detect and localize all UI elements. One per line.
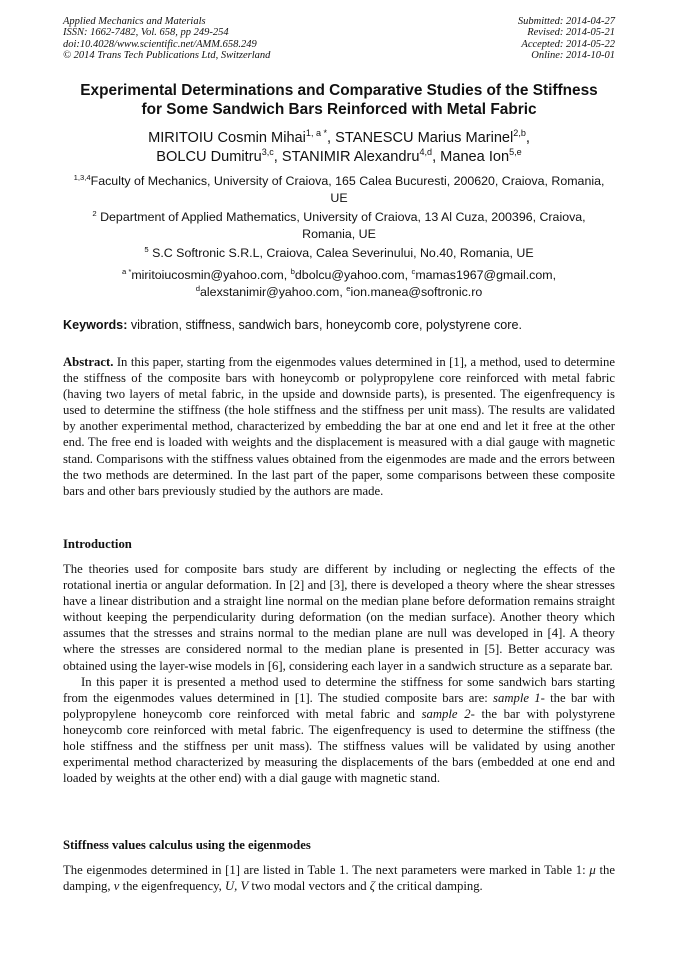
keywords — [63, 318, 623, 332]
paper-title — [48, 81, 630, 119]
publication-dates — [518, 16, 615, 61]
author-3: BOLCU Dumitru — [156, 149, 262, 165]
email-marker: a * — [121, 266, 132, 276]
abstract — [63, 354, 615, 499]
title-line-1: Experimental Determinations and Comparative Studies of the Stiffness — [80, 82, 598, 99]
symbol-mu: μ — [589, 863, 596, 877]
affiliation-1 — [62, 173, 616, 206]
email-link[interactable]: dbolcu@yahoo.com, — [294, 268, 412, 282]
author-5-affil: 5,e — [509, 147, 522, 158]
revised-date: Revised: 2014-05-21 — [527, 27, 615, 39]
affiliation-5-marker: 5 — [144, 244, 149, 254]
introduction-paragraph-2 — [63, 674, 615, 787]
text-run: The eigenmodes determined in [1] are listed in Table 1. The next parameters were marked in Table 1: — [63, 863, 590, 877]
email-list — [62, 267, 616, 300]
affiliation-1-line-1: Faculty of Mechanics, University of Craiova, 165 Calea Bucuresti, 200620, Craiova, Romania, — [90, 174, 605, 188]
keywords-text: vibration, stiffness, sandwich bars, honeycomb core, polystyrene core. — [127, 318, 522, 332]
submitted-date: Submitted: 2014-04-27 — [517, 16, 615, 27]
text-run: In this paper it is presented a method used to determine the stiffness for some sandwich bars starting from the eigenmodes values determined in [1]. The studied composite bars are: — [63, 674, 615, 705]
email-marker: b — [290, 266, 295, 276]
affiliation-2-marker: 2 — [92, 208, 97, 218]
email-marker: c — [411, 266, 416, 276]
title-line-2: for Some Sandwich Bars Reinforced with Metal Fabric — [141, 101, 537, 118]
author-3-affil: 3,c — [261, 147, 274, 158]
abstract-label: Abstract. — [63, 355, 114, 369]
author-sep: , — [432, 149, 441, 165]
keywords-label: Keywords: — [63, 318, 128, 332]
abstract-text: In this paper, starting from the eigenmodes values determined in [1], a method, used to determine the stiffness of the composite bars with honeycomb or polypropylene core reinforced with metal fabric (having two layers of metal fabric, in the upside and downside parts), is presented. The eigenfrequency is used to determine the stiffness (the hole stiffness and the stiffness per unit mass). The results are validated by another experimental method, characterized by embedding the bar at one end and let it free at the other end. The free end is loaded with weights and the displacement is measured with a dial gauge with magnetic stand. Comparisons with the stiffness values obtained from the eigenmodes are made and the errors between the two methods are determined. In the last part of the paper, some comparisons between these composite bars and other bars previously studied by the authors are made. — [63, 355, 615, 498]
text-run: the bar with polystyrene honeycomb core reinforced with metal fabric. The eigenfrequency is used to determine the stiffness (the hole stiffness and the stiffness per unit mass). The stiffness values will be validated by using another experimental method characterized by measuring the displacements of the bars (embedded at one end and loaded by weights at the other end) with a dial gauge with magnetic stand. — [63, 706, 616, 786]
sample-1-term: sample 1- — [493, 690, 545, 705]
author-1: MIRITOIU Cosmin Mihai — [148, 130, 306, 146]
affiliation-1-marker: 1,3,4 — [73, 172, 91, 182]
text-run: two modal vectors and — [248, 879, 370, 894]
author-5: Manea Ion — [440, 149, 510, 165]
email-marker: d — [195, 283, 201, 293]
text-run: the bar with polypropylene honeycomb core reinforced with metal fabric and — [63, 690, 615, 721]
symbol-uv: U, V — [224, 879, 249, 894]
symbol-nu: v — [113, 879, 120, 894]
email-link[interactable]: ion.manea@softronic.ro — [350, 284, 483, 299]
introduction-body — [63, 561, 615, 786]
symbol-zeta: ζ — [369, 879, 375, 894]
text-run: the critical damping. — [374, 879, 483, 894]
section-body — [63, 862, 615, 894]
affiliation-2-line-1: Department of Applied Mathematics, University of Craiova, 13 Al Cuza, 200396, Craiova, — [96, 210, 586, 224]
author-sep: , — [273, 149, 282, 165]
section-heading: Stiffness values calculus using the eigenmodes — [63, 838, 311, 852]
author-4-affil: 4,d — [419, 147, 433, 158]
author-sep: , — [525, 130, 530, 146]
sample-2-term: sample 2- — [421, 706, 475, 721]
author-2: STANESCU Marius Marinel — [335, 130, 514, 146]
text-run: the eigenfrequency, — [119, 879, 225, 894]
author-4: STANIMIR Alexandru — [281, 149, 420, 165]
journal-info — [63, 16, 270, 61]
doi-line: doi:10.4028/www.scientific.net/AMM.658.249 — [63, 38, 257, 50]
affiliation-2 — [62, 209, 616, 242]
affiliation-1-line-2: UE — [330, 190, 348, 205]
introduction-heading: Introduction — [63, 537, 132, 551]
copyright-line: © 2014 Trans Tech Publications Ltd, Switzerland — [63, 49, 271, 61]
email-marker: e — [346, 283, 351, 293]
introduction-paragraph-1: The theories used for composite bars study are different by including or neglecting the effects of the rotational inertia or angular deformation. In [2] and [3], there is developed a theory where the shear stresses have a linear distribution and a straight line normal on the median plane before deformation remains straight without keeping the perpendicularity during deformation (on the median surface). Another theory which assumes that the stresses and strains normal to the median plane are null was developed in [4]. A theory where the stresses are considered normal to the median plane is presented in [5]. Better accuracy was obtained using the layer-wise models in [6], considering each layer in a sandwich structure as a separate bar. — [63, 562, 615, 673]
journal-name: Applied Mechanics and Materials — [63, 16, 206, 27]
author-1-affil: 1, a * — [305, 128, 328, 139]
issn-line: ISSN: 1662-7482, Vol. 658, pp 249-254 — [63, 27, 229, 39]
online-date: Online: 2014-10-01 — [531, 49, 615, 61]
accepted-date: Accepted: 2014-05-22 — [521, 38, 615, 50]
email-link[interactable]: mamas1967@gmail.com, — [415, 268, 557, 282]
author-list — [48, 129, 630, 167]
text-run: the damping, — [63, 863, 615, 894]
affiliation-2-line-2: Romania, UE — [302, 226, 376, 241]
email-link[interactable]: alexstanimir@yahoo.com, — [200, 284, 347, 299]
author-sep: , — [327, 130, 336, 146]
affiliation-5-text: S.C Softronic S.R.L, Craiova, Calea Severinului, No.40, Romania, UE — [148, 246, 534, 260]
author-2-affil: 2,b — [513, 128, 526, 139]
email-link[interactable]: miritoiucosmin@yahoo.com, — [131, 268, 291, 282]
affiliation-5 — [62, 245, 616, 262]
